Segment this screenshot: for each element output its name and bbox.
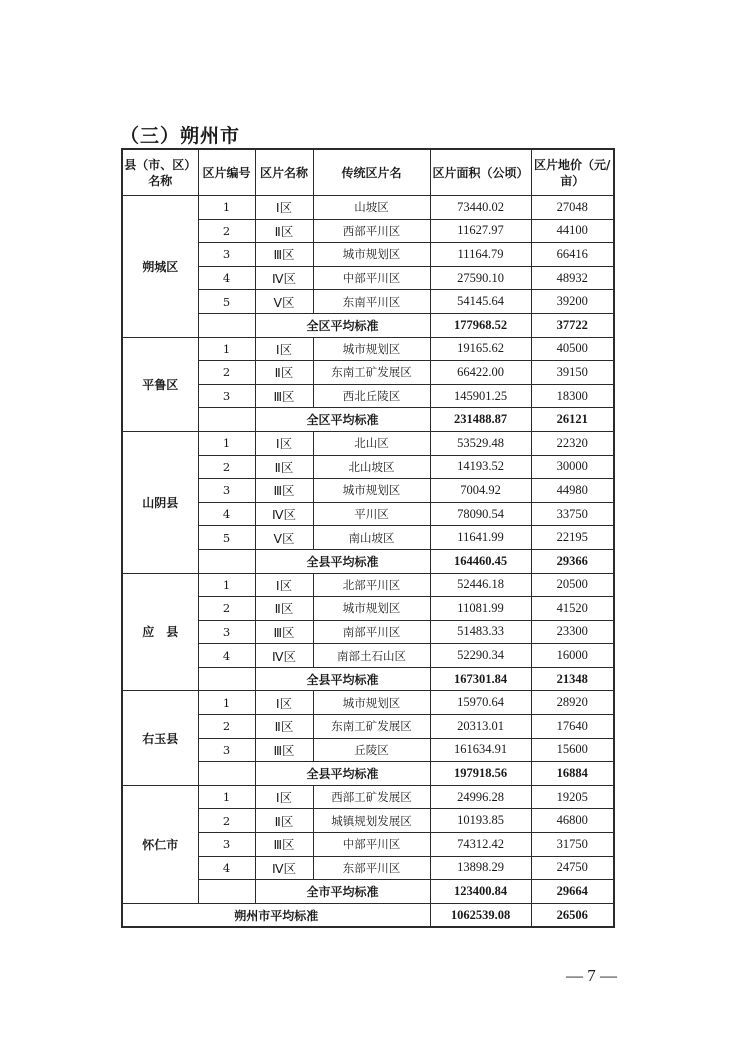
zone-name-cell: Ⅳ区 [255, 266, 313, 290]
traditional-name-cell: 东部平川区 [313, 856, 430, 880]
zone-name-cell: Ⅱ区 [255, 809, 313, 833]
zone-number-cell: 3 [198, 384, 255, 408]
zone-number-cell: 1 [198, 573, 255, 597]
blank-cell [198, 667, 255, 691]
city-total-label-cell: 朔州市平均标准 [122, 903, 430, 927]
area-cell: 24996.28 [430, 785, 531, 809]
city-total-row [122, 903, 614, 927]
zone-name-cell: Ⅴ区 [255, 526, 313, 550]
blank-cell [198, 880, 255, 904]
area-cell: 11641.99 [430, 526, 531, 550]
zone-name-cell: Ⅳ区 [255, 502, 313, 526]
traditional-name-cell: 西部工矿发展区 [313, 785, 430, 809]
area-cell: 27590.10 [430, 266, 531, 290]
zone-number-cell: 1 [198, 691, 255, 715]
area-cell: 14193.52 [430, 455, 531, 479]
price-cell: 39150 [531, 361, 614, 385]
county-name-cell: 应 县 [122, 573, 198, 691]
traditional-name-cell: 西部平川区 [313, 219, 430, 243]
traditional-name-cell: 城镇规划发展区 [313, 809, 430, 833]
zone-name-cell: Ⅰ区 [255, 691, 313, 715]
header-zone-no: 区片编号 [198, 149, 255, 196]
county-name-cell: 怀仁市 [122, 785, 198, 903]
blank-cell [198, 313, 255, 337]
area-cell: 11627.97 [430, 219, 531, 243]
area-cell: 7004.92 [430, 479, 531, 503]
average-label-cell: 全县平均标准 [255, 667, 430, 691]
price-cell: 18300 [531, 384, 614, 408]
header-zone-name: 区片名称 [255, 149, 313, 196]
traditional-name-cell: 北山坡区 [313, 455, 430, 479]
zone-number-cell: 4 [198, 856, 255, 880]
zone-name-cell: Ⅲ区 [255, 833, 313, 857]
average-label-cell: 全县平均标准 [255, 762, 430, 786]
zone-name-cell: Ⅱ区 [255, 219, 313, 243]
average-price-cell: 37722 [531, 313, 614, 337]
price-cell: 44100 [531, 219, 614, 243]
zone-name-cell: Ⅰ区 [255, 431, 313, 455]
zone-number-cell: 3 [198, 243, 255, 267]
header-area: 区片面积（公顷） [430, 149, 531, 196]
price-cell: 20500 [531, 573, 614, 597]
average-area-cell: 164460.45 [430, 549, 531, 573]
area-cell: 11164.79 [430, 243, 531, 267]
county-name-cell: 山阴县 [122, 431, 198, 573]
average-price-cell: 21348 [531, 667, 614, 691]
area-cell: 73440.02 [430, 196, 531, 220]
price-cell: 39200 [531, 290, 614, 314]
price-cell: 46800 [531, 809, 614, 833]
table-row [122, 196, 614, 220]
zone-number-cell: 2 [198, 809, 255, 833]
table-row [122, 785, 614, 809]
price-cell: 33750 [531, 502, 614, 526]
area-cell: 15970.64 [430, 691, 531, 715]
zone-number-cell: 4 [198, 502, 255, 526]
table-row [122, 691, 614, 715]
traditional-name-cell: 东南工矿发展区 [313, 361, 430, 385]
traditional-name-cell: 城市规划区 [313, 479, 430, 503]
zone-name-cell: Ⅰ区 [255, 196, 313, 220]
traditional-name-cell: 丘陵区 [313, 738, 430, 762]
area-cell: 52446.18 [430, 573, 531, 597]
price-cell: 24750 [531, 856, 614, 880]
area-cell: 10193.85 [430, 809, 531, 833]
average-area-cell: 197918.56 [430, 762, 531, 786]
zone-name-cell: Ⅰ区 [255, 785, 313, 809]
zone-number-cell: 3 [198, 479, 255, 503]
zone-name-cell: Ⅲ区 [255, 620, 313, 644]
traditional-name-cell: 西北丘陵区 [313, 384, 430, 408]
header-price: 区片地价（元/亩） [531, 149, 614, 196]
zone-number-cell: 1 [198, 196, 255, 220]
zone-name-cell: Ⅳ区 [255, 856, 313, 880]
traditional-name-cell: 城市规划区 [313, 337, 430, 361]
price-cell: 40500 [531, 337, 614, 361]
traditional-name-cell: 城市规划区 [313, 243, 430, 267]
zone-name-cell: Ⅲ区 [255, 243, 313, 267]
blank-cell [198, 549, 255, 573]
zone-name-cell: Ⅱ区 [255, 715, 313, 739]
traditional-name-cell: 北部平川区 [313, 573, 430, 597]
average-area-cell: 123400.84 [430, 880, 531, 904]
zone-number-cell: 4 [198, 266, 255, 290]
zone-name-cell: Ⅰ区 [255, 337, 313, 361]
average-area-cell: 167301.84 [430, 667, 531, 691]
average-label-cell: 全市平均标准 [255, 880, 430, 904]
zone-number-cell: 3 [198, 620, 255, 644]
zone-name-cell: Ⅳ区 [255, 644, 313, 668]
average-label-cell: 全县平均标准 [255, 549, 430, 573]
area-cell: 145901.25 [430, 384, 531, 408]
land-price-table [121, 148, 615, 928]
average-price-cell: 29366 [531, 549, 614, 573]
zone-name-cell: Ⅱ区 [255, 455, 313, 479]
zone-name-cell: Ⅲ区 [255, 738, 313, 762]
average-price-cell: 29664 [531, 880, 614, 904]
zone-number-cell: 2 [198, 361, 255, 385]
area-cell: 51483.33 [430, 620, 531, 644]
area-cell: 74312.42 [430, 833, 531, 857]
zone-number-cell: 4 [198, 644, 255, 668]
traditional-name-cell: 山坡区 [313, 196, 430, 220]
average-label-cell: 全区平均标准 [255, 408, 430, 432]
county-name-cell: 平鲁区 [122, 337, 198, 431]
header-traditional-name: 传统区片名 [313, 149, 430, 196]
zone-number-cell: 5 [198, 526, 255, 550]
zone-number-cell: 2 [198, 597, 255, 621]
area-cell: 161634.91 [430, 738, 531, 762]
average-price-cell: 16884 [531, 762, 614, 786]
area-cell: 54145.64 [430, 290, 531, 314]
traditional-name-cell: 东南工矿发展区 [313, 715, 430, 739]
price-cell: 66416 [531, 243, 614, 267]
county-name-cell: 右玉县 [122, 691, 198, 785]
area-cell: 11081.99 [430, 597, 531, 621]
traditional-name-cell: 平川区 [313, 502, 430, 526]
zone-name-cell: Ⅴ区 [255, 290, 313, 314]
zone-name-cell: Ⅲ区 [255, 479, 313, 503]
area-cell: 66422.00 [430, 361, 531, 385]
area-cell: 13898.29 [430, 856, 531, 880]
table-row [122, 431, 614, 455]
traditional-name-cell: 城市规划区 [313, 691, 430, 715]
area-cell: 20313.01 [430, 715, 531, 739]
zone-number-cell: 1 [198, 431, 255, 455]
area-cell: 52290.34 [430, 644, 531, 668]
table-row [122, 337, 614, 361]
average-label-cell: 全区平均标准 [255, 313, 430, 337]
price-cell: 41520 [531, 597, 614, 621]
traditional-name-cell: 北山区 [313, 431, 430, 455]
zone-number-cell: 1 [198, 785, 255, 809]
county-name-cell: 朔城区 [122, 196, 198, 338]
table-header-row [122, 149, 614, 196]
city-total-area-cell: 1062539.08 [430, 903, 531, 927]
blank-cell [198, 408, 255, 432]
traditional-name-cell: 中部平川区 [313, 266, 430, 290]
price-cell: 17640 [531, 715, 614, 739]
price-cell: 44980 [531, 479, 614, 503]
table-row [122, 573, 614, 597]
blank-cell [198, 762, 255, 786]
zone-number-cell: 2 [198, 715, 255, 739]
traditional-name-cell: 南部平川区 [313, 620, 430, 644]
zone-number-cell: 3 [198, 738, 255, 762]
traditional-name-cell: 南部土石山区 [313, 644, 430, 668]
price-cell: 27048 [531, 196, 614, 220]
zone-name-cell: Ⅰ区 [255, 573, 313, 597]
price-cell: 48932 [531, 266, 614, 290]
zone-number-cell: 3 [198, 833, 255, 857]
page-number: — 7 — [566, 966, 617, 985]
price-cell: 30000 [531, 455, 614, 479]
price-cell: 22195 [531, 526, 614, 550]
page-title: （三）朔州市 [120, 125, 241, 147]
price-cell: 15600 [531, 738, 614, 762]
average-area-cell: 177968.52 [430, 313, 531, 337]
zone-name-cell: Ⅲ区 [255, 384, 313, 408]
area-cell: 78090.54 [430, 502, 531, 526]
zone-name-cell: Ⅱ区 [255, 597, 313, 621]
traditional-name-cell: 东南平川区 [313, 290, 430, 314]
zone-number-cell: 5 [198, 290, 255, 314]
traditional-name-cell: 南山坡区 [313, 526, 430, 550]
price-cell: 22320 [531, 431, 614, 455]
zone-number-cell: 1 [198, 337, 255, 361]
price-cell: 28920 [531, 691, 614, 715]
zone-number-cell: 2 [198, 219, 255, 243]
area-cell: 19165.62 [430, 337, 531, 361]
price-cell: 19205 [531, 785, 614, 809]
price-cell: 23300 [531, 620, 614, 644]
traditional-name-cell: 中部平川区 [313, 833, 430, 857]
zone-number-cell: 2 [198, 455, 255, 479]
price-cell: 16000 [531, 644, 614, 668]
average-price-cell: 26121 [531, 408, 614, 432]
traditional-name-cell: 城市规划区 [313, 597, 430, 621]
header-county: 县（市、区）名称 [122, 149, 198, 196]
price-cell: 31750 [531, 833, 614, 857]
area-cell: 53529.48 [430, 431, 531, 455]
average-area-cell: 231488.87 [430, 408, 531, 432]
city-total-price-cell: 26506 [531, 903, 614, 927]
zone-name-cell: Ⅱ区 [255, 361, 313, 385]
